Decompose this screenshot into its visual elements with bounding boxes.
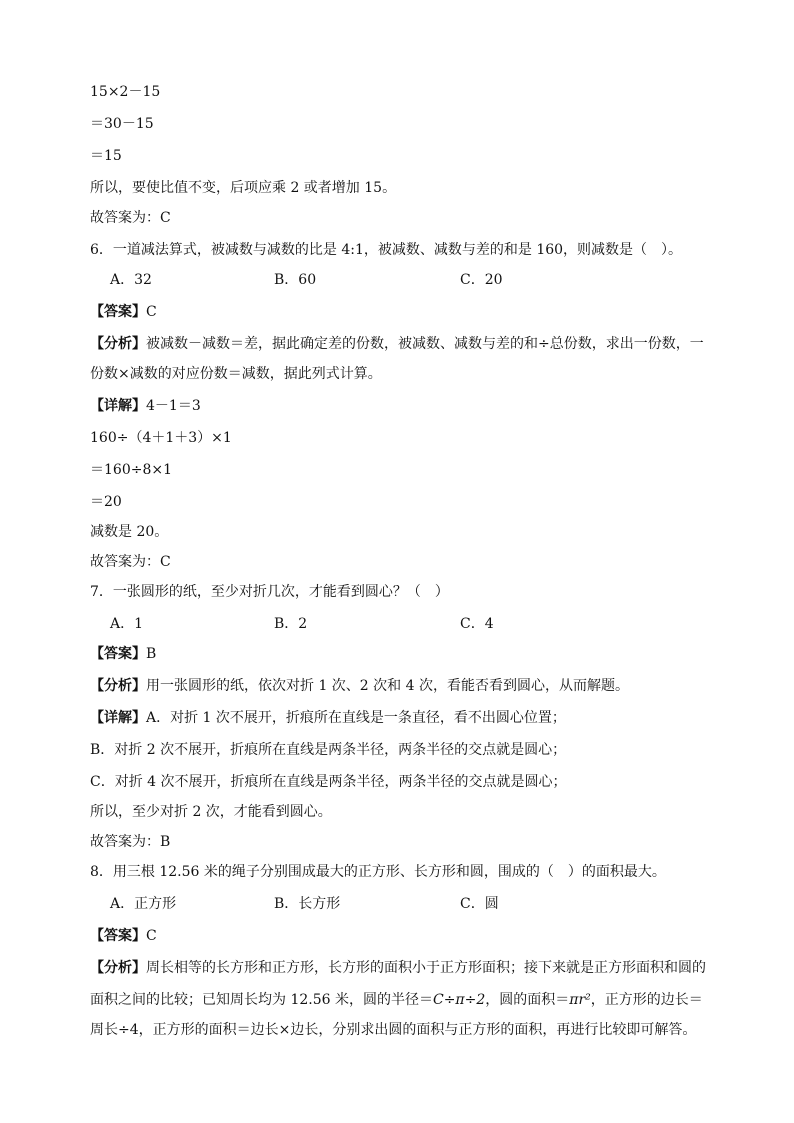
conclusion-line: 所以，要使比值不变，后项应乘 2 或者增加 15。 bbox=[90, 180, 397, 196]
analysis-text: 周长相等的长方形和正方形，长方形的面积小于正方形面积；接下来就是正方形面积和圆的 bbox=[146, 960, 706, 976]
q6-analysis bbox=[90, 334, 710, 354]
q7-detail bbox=[90, 708, 710, 728]
answer-tag: 【答案】 bbox=[90, 646, 146, 662]
q7-option-b: B．2 bbox=[274, 616, 308, 632]
q8-analysis-cont bbox=[90, 990, 710, 1010]
answer-value: C bbox=[146, 928, 157, 944]
q7-option-a: A．1 bbox=[110, 616, 144, 632]
q8-option-c: C．圆 bbox=[460, 896, 499, 912]
q6-detail-line: ＝20 bbox=[90, 494, 122, 510]
detail-tag: 【详解】 bbox=[90, 398, 146, 414]
q8-analysis-cont: 周长÷4，正方形的面积＝边长×边长，分别求出圆的面积与正方形的面积，再进行比较即可解答。 bbox=[90, 1022, 697, 1038]
analysis-tag: 【分析】 bbox=[90, 678, 146, 694]
q7-detail-line: C．对折 4 次不展开，折痕所在直线是两条半径，两条半径的交点就是圆心； bbox=[90, 774, 567, 790]
q8-answer bbox=[90, 926, 710, 946]
question-6: 6．一道减法算式，被减数与减数的比是 4:1，被减数、减数与差的和是 160，则减数是（ ）。 bbox=[90, 242, 683, 258]
q6-detail-line: 160÷（4＋1＋3）×1 bbox=[90, 430, 232, 446]
q7-answer bbox=[90, 644, 710, 664]
q6-final-answer: 故答案为：C bbox=[90, 554, 171, 570]
q6-option-c: C．20 bbox=[460, 272, 503, 288]
q6-answer bbox=[90, 302, 710, 322]
detail-text: A．对折 1 次不展开，折痕所在直线是一条直径，看不出圆心位置； bbox=[146, 710, 566, 726]
radius-formula: C÷π÷2 bbox=[432, 992, 486, 1008]
q8-option-a: A．正方形 bbox=[110, 896, 177, 912]
analysis-text: 面积之间的比较；已知周长均为 12.56 米，圆的半径＝ bbox=[90, 992, 433, 1008]
analysis-text: 用一张圆形的纸，依次对折 1 次、2 次和 4 次，看能否看到圆心，从而解题。 bbox=[146, 678, 629, 694]
q8-option-b: B．长方形 bbox=[274, 896, 341, 912]
q7-analysis bbox=[90, 676, 710, 696]
analysis-tag: 【分析】 bbox=[90, 336, 146, 352]
q7-detail-line: B．对折 2 次不展开，折痕所在直线是两条半径，两条半径的交点就是圆心； bbox=[90, 742, 567, 758]
analysis-text: ，圆的面积＝ bbox=[485, 992, 570, 1008]
q8-analysis bbox=[90, 958, 710, 978]
q6-analysis-cont: 份数×减数的对应份数＝减数，据此列式计算。 bbox=[90, 366, 382, 382]
answer-tag: 【答案】 bbox=[90, 928, 146, 944]
answer-value: C bbox=[146, 304, 157, 320]
q6-option-a: A．32 bbox=[110, 272, 152, 288]
q6-option-b: B．60 bbox=[274, 272, 317, 288]
analysis-text: ，正方形的边长＝ bbox=[590, 992, 703, 1008]
calc-line: 15×2－15 bbox=[90, 84, 161, 100]
answer-tag: 【答案】 bbox=[90, 304, 146, 320]
area-formula: πr² bbox=[569, 992, 591, 1008]
analysis-text: 被减数－减数＝差，据此确定差的份数，被减数、减数与差的和÷总份数，求出一份数，一 bbox=[146, 336, 704, 352]
q7-option-c: C．4 bbox=[460, 616, 494, 632]
q6-detail-line: 减数是 20。 bbox=[90, 524, 169, 540]
final-answer: 故答案为：C bbox=[90, 210, 171, 226]
question-8: 8．用三根 12.56 米的绳子分别围成最大的正方形、长方形和圆，围成的（ ）的面积最大。 bbox=[90, 864, 666, 880]
question-7: 7．一张圆形的纸，至少对折几次，才能看到圆心？（ ） bbox=[90, 584, 449, 600]
q6-detail-line: ＝160÷8×1 bbox=[90, 462, 172, 478]
q6-detail bbox=[90, 396, 710, 416]
answer-value: B bbox=[146, 646, 157, 662]
calc-line: ＝15 bbox=[90, 148, 122, 164]
q7-final-answer: 故答案为：B bbox=[90, 834, 171, 850]
analysis-tag: 【分析】 bbox=[90, 960, 146, 976]
calc-line: ＝30－15 bbox=[90, 116, 154, 132]
q7-detail-line: 所以，至少对折 2 次，才能看到圆心。 bbox=[90, 804, 332, 820]
detail-text: 4－1＝3 bbox=[146, 398, 201, 414]
detail-tag: 【详解】 bbox=[90, 710, 146, 726]
